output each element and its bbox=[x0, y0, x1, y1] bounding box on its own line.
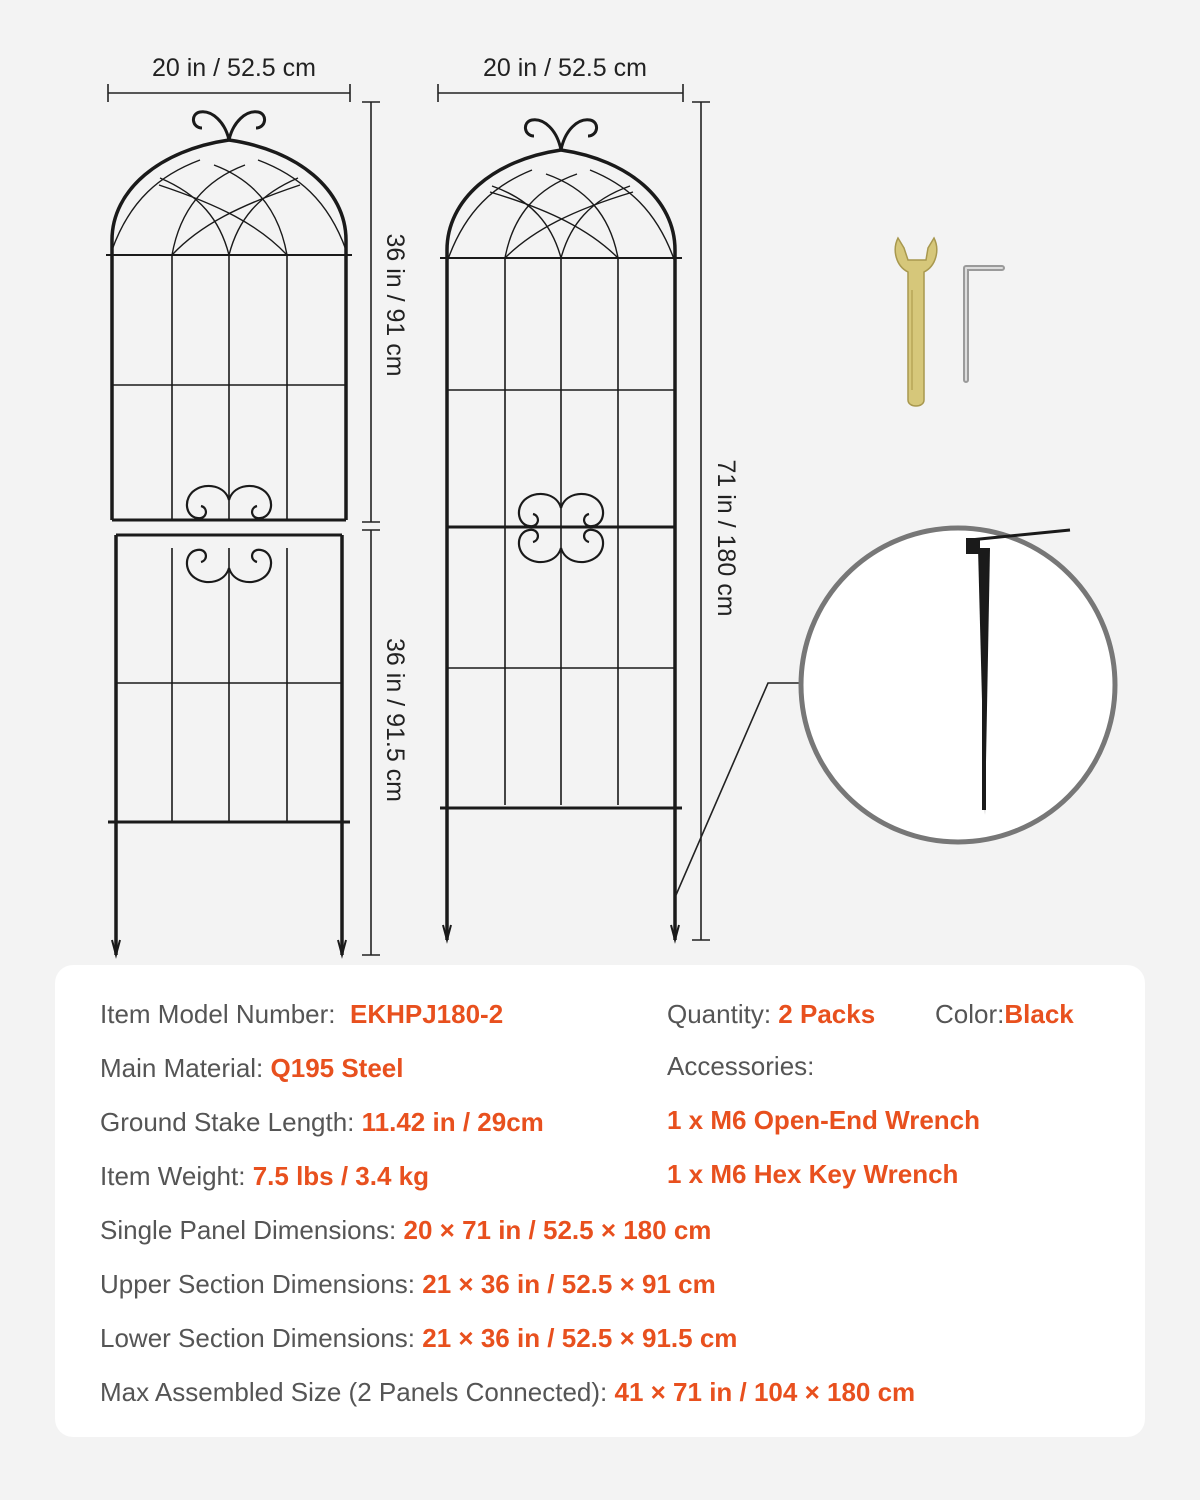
spec-single-panel-value: 20 × 71 in / 52.5 × 180 cm bbox=[403, 1215, 712, 1245]
spec-max-assembled bbox=[100, 1377, 915, 1408]
spec-model-label: Item Model Number: bbox=[100, 999, 336, 1029]
spec-accessory-wrench: 1 x M6 Open-End Wrench bbox=[667, 1105, 981, 1135]
spec-stake-value: 11.42 in / 29cm bbox=[361, 1107, 544, 1137]
left-panel-upper-section bbox=[106, 112, 352, 520]
spec-model bbox=[100, 999, 503, 1030]
spec-color-value: Black bbox=[1004, 999, 1074, 1029]
spec-upper-section-value: 21 × 36 in / 52.5 × 91 cm bbox=[422, 1269, 716, 1299]
spec-accessories bbox=[667, 1051, 814, 1082]
spec-accessory-item bbox=[667, 1105, 980, 1136]
upper-height-label: 36 in / 91 cm bbox=[381, 233, 409, 377]
stake-detail-zoom bbox=[801, 528, 1115, 842]
spec-upper-section-label: Upper Section Dimensions: bbox=[100, 1269, 416, 1299]
spec-upper-section bbox=[100, 1269, 716, 1300]
spec-quantity bbox=[667, 999, 875, 1030]
spec-single-panel bbox=[100, 1215, 711, 1246]
spec-material-value: Q195 Steel bbox=[270, 1053, 404, 1083]
left-width-label: 20 in / 52.5 cm bbox=[152, 54, 316, 82]
right-panel-assembled bbox=[440, 120, 682, 940]
spec-material bbox=[100, 1053, 404, 1084]
left-panel-lower-section bbox=[108, 535, 350, 955]
spec-max-assembled-label: Max Assembled Size (2 Panels Connected): bbox=[100, 1377, 608, 1407]
spec-accessory-item bbox=[667, 1159, 958, 1190]
spec-color bbox=[935, 999, 1074, 1030]
spec-single-panel-label: Single Panel Dimensions: bbox=[100, 1215, 397, 1245]
spec-weight-label: Item Weight: bbox=[100, 1161, 246, 1191]
spec-quantity-label: Quantity: bbox=[667, 999, 772, 1029]
hex-key-icon bbox=[966, 268, 1002, 380]
spec-material-label: Main Material: bbox=[100, 1053, 264, 1083]
spec-max-assembled-value: 41 × 71 in / 104 × 180 cm bbox=[614, 1377, 916, 1407]
spec-accessories-label: Accessories: bbox=[667, 1051, 815, 1081]
spec-lower-section-label: Lower Section Dimensions: bbox=[100, 1323, 416, 1353]
right-width-label: 20 in / 52.5 cm bbox=[483, 54, 647, 82]
spec-weight-value: 7.5 lbs / 3.4 kg bbox=[252, 1161, 430, 1191]
spec-stake-label: Ground Stake Length: bbox=[100, 1107, 355, 1137]
spec-accessory-hex-key: 1 x M6 Hex Key Wrench bbox=[667, 1159, 959, 1189]
spec-quantity-value: 2 Packs bbox=[778, 999, 876, 1029]
spec-model-value: EKHPJ180-2 bbox=[349, 999, 504, 1029]
spec-card bbox=[55, 965, 1145, 1437]
spec-color-label: Color: bbox=[935, 999, 1005, 1029]
total-height-label: 71 in / 180 cm bbox=[712, 459, 740, 617]
spec-stake bbox=[100, 1107, 544, 1138]
open-end-wrench-icon bbox=[895, 238, 937, 406]
spec-weight bbox=[100, 1161, 429, 1192]
lower-height-label: 36 in / 91.5 cm bbox=[381, 638, 409, 802]
spec-lower-section-value: 21 × 36 in / 52.5 × 91.5 cm bbox=[422, 1323, 738, 1353]
spec-lower-section bbox=[100, 1323, 737, 1354]
